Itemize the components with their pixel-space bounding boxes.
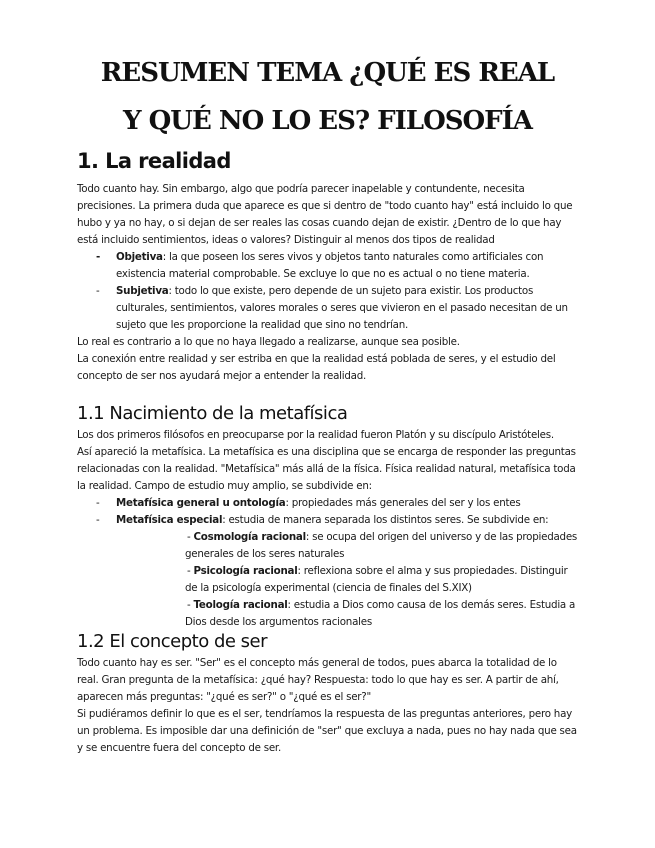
- paragraph-line: la realidad. Campo de estudio muy amplio, se subdivide en:: [77, 480, 372, 492]
- section-1-2-heading: 1.2 El concepto de ser: [77, 631, 268, 652]
- list-item-continuation: sujeto que les proporcione la realidad que sino no tendrían.: [116, 319, 409, 331]
- sublist-continuation: Dios desde los argumentos racionales: [185, 616, 372, 628]
- term-objetiva: Objetiva: [116, 251, 163, 263]
- section-1-heading: 1. La realidad: [77, 149, 231, 173]
- paragraph-line: Así apareció la metafísica. La metafísica es una disciplina que se encarga de responder las preguntas: [77, 446, 576, 458]
- sublist-marker: -: [187, 565, 194, 577]
- list-item-objetiva: [116, 249, 543, 266]
- paragraph-line: hubo y ya no hay, o si dejan de ser reales las cosas cuando dejan de existir. ¿Dentro de lo que hay: [77, 217, 562, 229]
- term-metafisica-general: Metafísica general u ontología: [116, 497, 286, 509]
- paragraph-line: Lo real es contrario a lo que no haya llegado a realizarse, aunque sea posible.: [77, 336, 460, 348]
- term-metafisica-especial: Metafísica especial: [116, 514, 223, 526]
- sublist-item-text: : estudia a Dios como causa de los demás seres. Estudia a: [287, 599, 576, 611]
- paragraph-line: un problema. Es imposible dar una definición de "ser" que excluya a nada, pues no hay nada que sea: [77, 725, 577, 737]
- paragraph-line: Todo cuanto hay. Sin embargo, algo que podría parecer inapelable y contundente, necesita: [77, 183, 525, 195]
- list-item-subjetiva: [116, 283, 533, 300]
- paragraph-line: real. Gran pregunta de la metafísica: ¿qué hay? Respuesta: todo lo que hay es ser. A partir de ahí,: [77, 674, 559, 686]
- term-teologia: Teología racional: [193, 599, 288, 611]
- list-item-metafisica-general: [116, 495, 520, 512]
- list-item-text: : estudia de manera separada los distintos seres. Se subdivide en:: [222, 514, 549, 526]
- paragraph-line: La conexión entre realidad y ser estriba en que la realidad está poblada de seres, y el estudio del: [77, 353, 556, 365]
- list-bullet: -: [96, 497, 100, 509]
- list-item-continuation: culturales, sentimientos, valores morales o seres que vivieron en el pasado necesitan de un: [116, 302, 568, 314]
- paragraph-line: concepto de ser nos ayudará mejor a entender la realidad.: [77, 370, 367, 382]
- list-bullet: -: [96, 285, 100, 297]
- term-subjetiva: Subjetiva: [116, 285, 169, 297]
- document-title-line-1: RESUMEN TEMA ¿QUÉ ES REAL: [100, 58, 555, 88]
- sublist-marker: -: [187, 599, 194, 611]
- term-psicologia: Psicología racional: [193, 565, 298, 577]
- list-bullet: -: [96, 514, 100, 526]
- list-item-text: : propiedades más generales del ser y los entes: [285, 497, 521, 509]
- paragraph-line: Los dos primeros filósofos en preocuparse por la realidad fueron Platón y su discípulo Aristóteles.: [77, 429, 554, 441]
- section-1-1-heading: 1.1 Nacimiento de la metafísica: [77, 403, 348, 424]
- sublist-item-text: : se ocupa del origen del universo y de las propiedades: [305, 531, 578, 543]
- term-cosmologia: Cosmología racional: [193, 531, 306, 543]
- paragraph-line: aparecen más preguntas: "¿qué es ser?" o "¿qué es el ser?": [77, 691, 371, 703]
- paragraph-line: Si pudiéramos definir lo que es el ser, tendríamos la respuesta de las preguntas anteriores, pero hay: [77, 708, 572, 720]
- paragraph-line: y se encuentre fuera del concepto de ser.: [77, 742, 281, 754]
- document-title-line-2: Y QUÉ NO LO ES? FILOSOFÍA: [123, 106, 532, 136]
- sublist-marker: -: [187, 531, 194, 543]
- list-item-metafisica-especial: [116, 512, 548, 529]
- sublist-item-psicologia: [187, 563, 568, 580]
- list-item-continuation: existencia material comprobable. Se excluye lo que no es actual o no tiene materia.: [116, 268, 530, 280]
- list-item-text: : la que poseen los seres vivos y objetos tanto naturales como artificiales con: [162, 251, 544, 263]
- sublist-item-teologia: [187, 597, 575, 614]
- paragraph-line: relacionadas con la realidad. "Metafísica" más allá de la física. Física realidad natural, metafísica toda: [77, 463, 576, 475]
- paragraph-line: Todo cuanto hay es ser. "Ser" es el concepto más general de todos, pues abarca la totalidad de lo: [77, 657, 557, 669]
- list-bullet: -: [96, 251, 101, 263]
- paragraph-line: está incluido sentimientos, ideas o valores? Distinguir al menos dos tipos de realidad: [77, 234, 495, 246]
- sublist-continuation: generales de los seres naturales: [185, 548, 345, 560]
- paragraph-line: precisiones. La primera duda que aparece es que si dentro de "todo cuanto hay" está incluido lo que: [77, 200, 573, 212]
- list-item-text: : todo lo que existe, pero depende de un sujeto para existir. Los productos: [168, 285, 534, 297]
- sublist-item-text: : reflexiona sobre el alma y sus propiedades. Distinguir: [297, 565, 568, 577]
- sublist-continuation: de la psicología experimental (ciencia de finales del S.XIX): [185, 582, 472, 594]
- sublist-item-cosmologia: [187, 529, 577, 546]
